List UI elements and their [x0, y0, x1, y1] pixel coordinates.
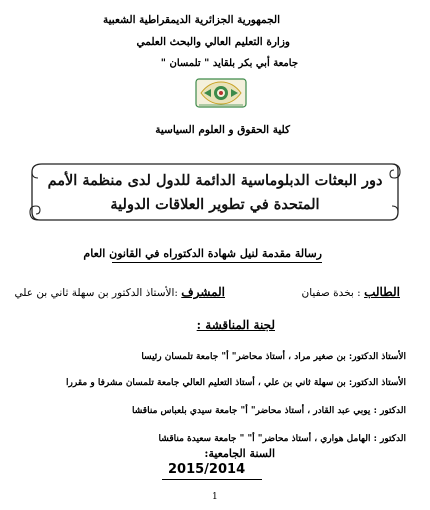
committee-member: الدكتور : يوبي عبد القادر ، أستاذ محاضر" أ" جامعة سيدي بلعباس مناقشا	[132, 406, 406, 416]
committee-title: لجنة المناقشة :	[196, 318, 275, 332]
republic-header: الجمهورية الجزائرية الديمقراطية الشعبية	[102, 14, 280, 26]
thesis-title-line-2: المتحدة في تطوير العلاقات الدولية	[110, 196, 320, 213]
student-name: : بخدة صفيان	[301, 287, 361, 299]
supervisor-info	[14, 285, 225, 299]
committee-member: الأستاذ الدكتور: بن سهلة ثاني بن علي ، أستاذ التعليم العالي جامعة تلمسان مشرفا و مقررا	[66, 378, 406, 388]
university-emblem-icon	[195, 78, 247, 108]
academic-year-label: السنة الجامعية:	[204, 447, 275, 460]
faculty-name: كلية الحقوق و العلوم السياسية	[155, 124, 290, 136]
academic-year: 2015/2014	[168, 462, 246, 477]
title-scroll-frame	[28, 160, 402, 224]
scroll-border-icon	[28, 160, 402, 224]
ministry-header: وزارة التعليم العالي والبحث العلمي	[136, 36, 290, 48]
supervisor-label: المشرف	[181, 285, 225, 299]
university-header: جامعة أبي بكر بلقايد " تلمسان "	[160, 58, 298, 69]
student-info	[301, 285, 400, 299]
thesis-title-line-1: دور البعثات الدبلوماسية الدائمة للدول لدى منظمة الأمم	[47, 172, 383, 189]
supervisor-name: :الأستاذ الدكتور بن سهلة ثاني بن علي	[14, 287, 178, 299]
committee-member: الدكتور : الهامل هواري ، أستاذ محاضر" أ" " جامعة سعيدة مناقشا	[158, 434, 406, 444]
thesis-type: رسالة مقدمة لنيل شهادة الدكتوراه في القانون العام	[83, 247, 322, 260]
academic-year-underline	[162, 479, 262, 480]
page-number: 1	[212, 492, 218, 502]
student-label: الطالب	[364, 285, 400, 299]
thesis-underline	[112, 262, 322, 263]
committee-member: الأستاذ الدكتور: بن صغير مراد ، أستاذ محاضر" أ" جامعة تلمسان رئيسا	[141, 352, 406, 362]
